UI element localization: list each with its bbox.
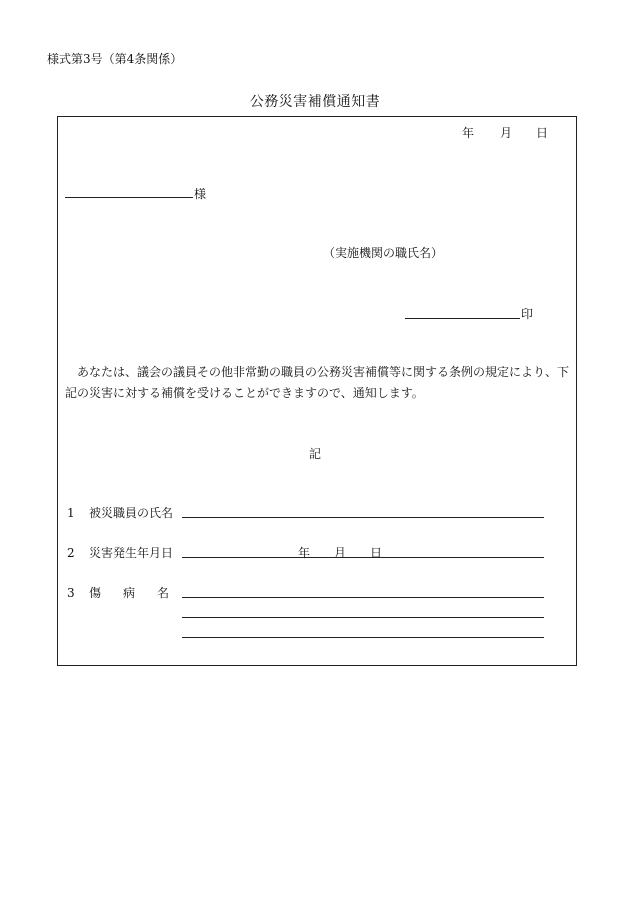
item-number: 2 — [67, 546, 75, 560]
injury-label-char: 名 — [157, 586, 170, 600]
issue-date — [462, 124, 548, 141]
recipient-name-line[interactable] — [65, 197, 193, 198]
date-month-label: 月 — [500, 126, 513, 140]
form-number-label: 様式第3号（第4条関係） — [47, 52, 183, 66]
date-day-label: 日 — [536, 126, 549, 140]
item-injury-name — [67, 584, 169, 601]
injury-name-line[interactable] — [182, 617, 544, 618]
injury-name-line[interactable] — [182, 637, 544, 638]
accident-year-label: 年 — [298, 546, 311, 560]
accident-day-label: 日 — [370, 546, 383, 560]
item-number: 3 — [67, 586, 75, 600]
item-victim-name — [67, 504, 173, 521]
item-label: 災害発生年月日 — [89, 546, 174, 560]
item-label: 被災職員の氏名 — [89, 506, 174, 520]
injury-label-char: 傷 — [89, 586, 102, 600]
injury-label-char: 病 — [123, 586, 136, 600]
item-number: 1 — [67, 506, 75, 520]
ki-heading: 記 — [308, 447, 321, 461]
accident-month-label: 月 — [334, 546, 347, 560]
item-accident-date — [67, 544, 173, 561]
accident-date-line[interactable] — [182, 557, 544, 558]
issuer-name-line[interactable] — [405, 318, 520, 319]
victim-name-line[interactable] — [182, 517, 544, 518]
recipient-honorific: 様 — [194, 187, 207, 201]
seal-mark: 印 — [521, 307, 534, 321]
document-title: 公務災害補償通知書 — [249, 94, 381, 110]
issuer-org-label: （実施機関の職氏名） — [323, 246, 444, 260]
injury-name-line[interactable] — [182, 597, 544, 598]
notice-body-text: あなたは、議会の議員その他非常勤の職員の公務災害補償等に関する条例の規定により、下記の災害に対する補償を受けることができますので、通知します。 — [65, 365, 570, 400]
date-year-label: 年 — [462, 126, 475, 140]
